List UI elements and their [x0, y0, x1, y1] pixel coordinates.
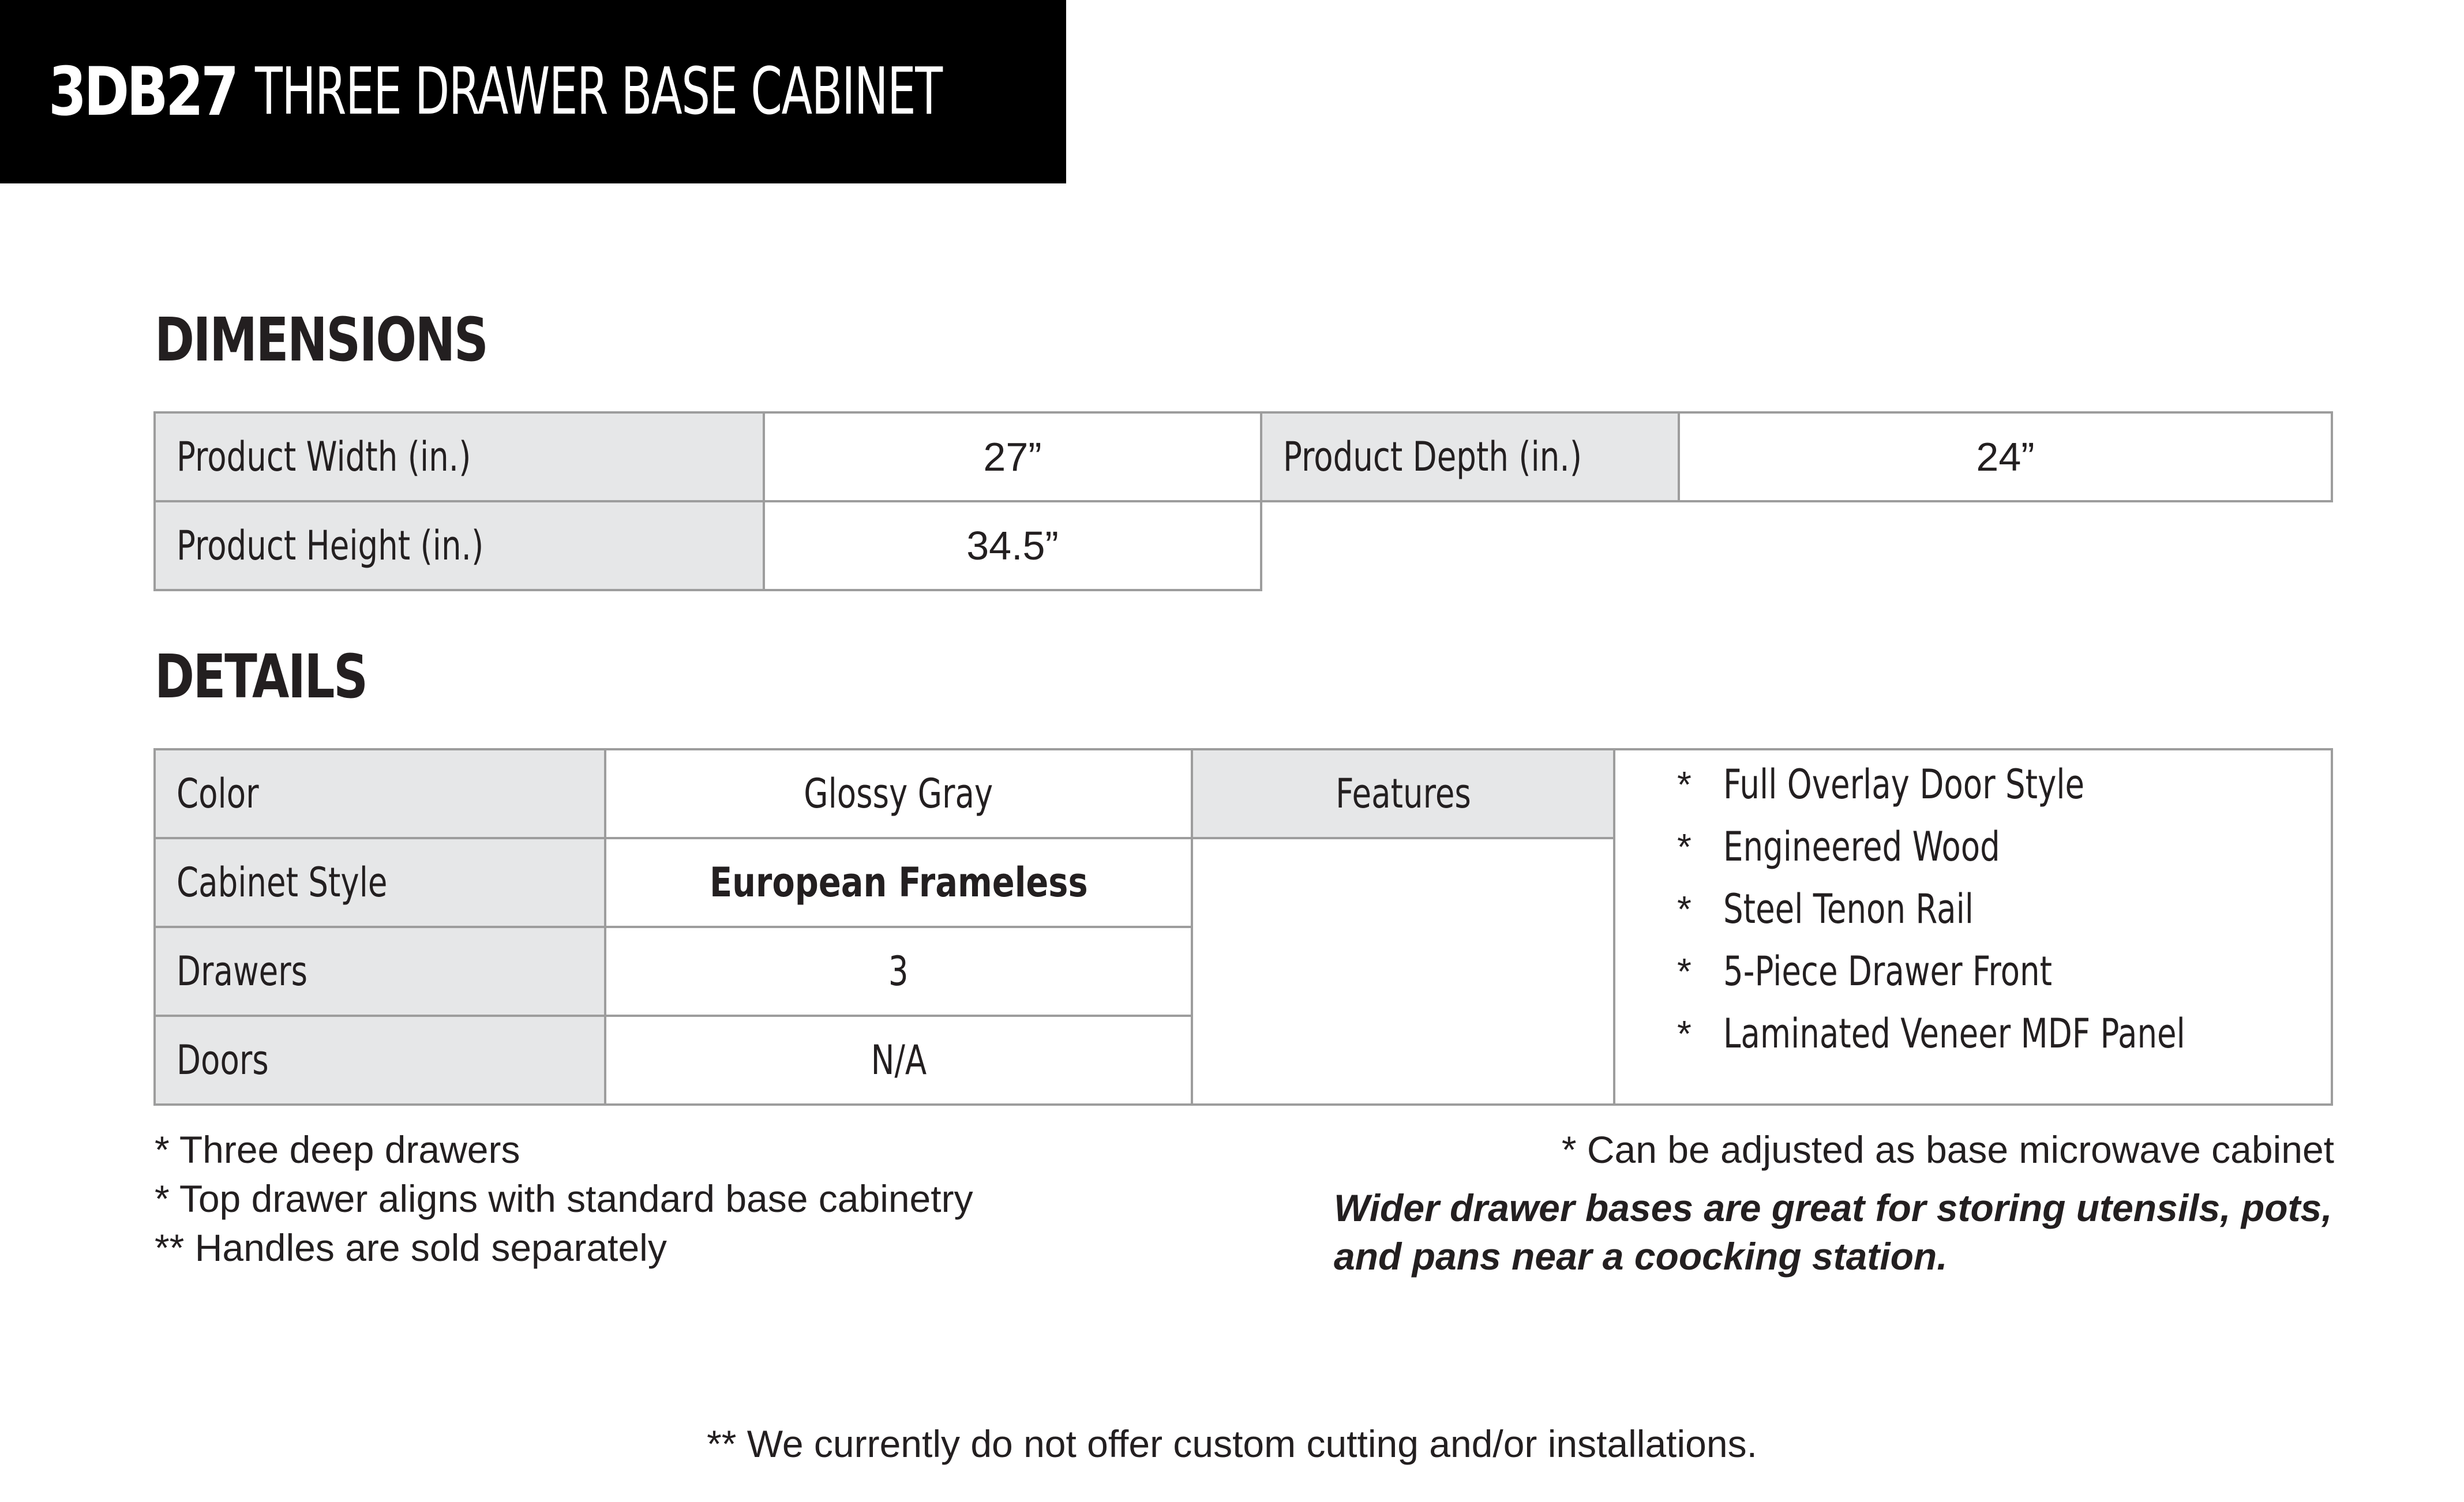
product-depth-value: 24” [1678, 411, 2333, 502]
feature-item: * Laminated Veneer MDF Panel [1677, 1010, 2185, 1057]
features-blank-cell [1191, 837, 1615, 1106]
features-list [1677, 753, 2316, 1065]
cabinet-style-value: European Frameless [604, 837, 1193, 928]
header-bar [0, 0, 1066, 183]
product-width-label: Product Width (in.) [153, 411, 765, 502]
features-label: Features [1191, 748, 1615, 839]
doors-label: Doors [153, 1015, 606, 1106]
feature-item: * Engineered Wood [1677, 823, 2000, 870]
feature-item: * Full Overlay Door Style [1677, 761, 2085, 808]
note-italic-line-2: and pans near a coocking station. [1334, 1235, 1948, 1278]
note-italic-line-1: Wider drawer bases are great for storing utensils, pots, [1334, 1186, 2332, 1229]
dimensions-heading: DIMENSIONS [155, 305, 487, 375]
note-top-drawer-aligns: * Top drawer aligns with standard base cabinetry [155, 1177, 973, 1220]
product-title: THREE DRAWER BASE CABINET [255, 54, 942, 129]
product-height-label: Product Height (in.) [153, 500, 765, 591]
color-value: Glossy Gray [604, 748, 1193, 839]
feature-item: * Steel Tenon Rail [1677, 885, 1974, 933]
product-width-value: 27” [763, 411, 1262, 502]
note-microwave-adjustable: * Can be adjusted as base microwave cabinet [1561, 1128, 2334, 1171]
footer-disclaimer: ** We currently do not offer custom cutting and/or installations. [707, 1422, 1757, 1465]
doors-value: N/A [604, 1015, 1193, 1106]
note-handles-sold-separately: ** Handles are sold separately [155, 1226, 667, 1269]
product-code: 3DB27 [48, 52, 237, 131]
note-three-deep-drawers: * Three deep drawers [155, 1128, 520, 1171]
product-height-value: 34.5” [763, 500, 1262, 591]
drawers-value: 3 [604, 926, 1193, 1017]
product-depth-label: Product Depth (in.) [1260, 411, 1680, 502]
color-label: Color [153, 748, 606, 839]
drawers-label: Drawers [153, 926, 606, 1017]
details-heading: DETAILS [155, 641, 367, 712]
feature-item: * 5-Piece Drawer Front [1677, 948, 2052, 995]
cabinet-style-label: Cabinet Style [153, 837, 606, 928]
